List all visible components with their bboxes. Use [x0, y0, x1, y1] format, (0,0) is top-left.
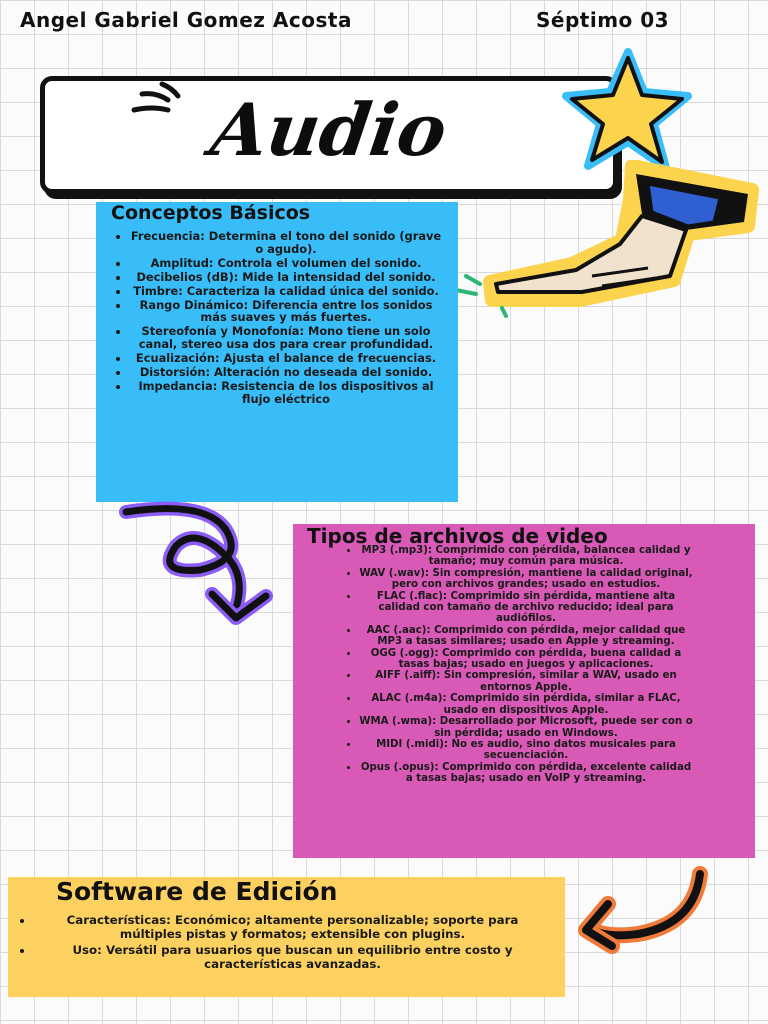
conceptos-list — [96, 230, 458, 407]
grade-label: Séptimo 03 — [536, 8, 670, 32]
list-item: • Rango Dinámico: Diferencia entre los sonidos más suaves y más fuertes. — [130, 299, 442, 325]
tipos-heading: Tipos de archivos de video — [307, 524, 608, 548]
list-item: • Decibelios (dB): Mide la intensidad del sonido. — [130, 271, 442, 284]
list-item: • Amplitud: Controla el volumen del sonido. — [130, 257, 442, 270]
header — [0, 8, 768, 38]
list-item: • Distorsión: Alteración no deseada del sonido. — [130, 366, 442, 379]
conceptos-heading: Conceptos Básicos — [111, 202, 311, 224]
software-heading: Software de Edición — [56, 877, 338, 906]
list-item: • WMA (.wma): Desarrollado por Microsoft, puede ser con o sin pérdida; usado en Windows. — [359, 716, 693, 739]
list-item: • OGG (.ogg): Comprimido con pérdida, buena calidad a tasas bajas; usado en juegos y aplicaciones. — [359, 648, 693, 671]
list-item: • Características: Económico; altamente personalizable; soporte para múltiples pistas y formatos; extensible con plugins. — [34, 913, 551, 941]
sparkle-lines-icon — [116, 80, 196, 126]
list-item: • FLAC (.flac): Comprimido sin pérdida, mantiene alta calidad con tamaño de archivo reducido; ideal para audiófilos. — [359, 591, 693, 625]
curly-arrow-icon — [116, 500, 288, 630]
list-item: • Uso: Versátil para usuarios que buscan un equilibrio entre costo y características avanzadas. — [34, 943, 551, 971]
software-panel — [8, 877, 565, 997]
tipos-panel — [293, 524, 755, 858]
curved-arrow-icon — [568, 864, 718, 954]
list-item: • ALAC (.m4a): Comprimido sin pérdida, similar a FLAC, usado en dispositivos Apple. — [359, 693, 693, 716]
star-icon — [556, 44, 694, 174]
list-item: • Impedancia: Resistencia de los dispositivos al flujo eléctrico — [130, 380, 442, 406]
conceptos-panel — [96, 202, 458, 502]
tipos-list — [341, 545, 693, 785]
list-item: • MIDI (.midi): No es audio, sino datos musicales para secuenciación. — [359, 739, 693, 762]
list-item: • Frecuencia: Determina el tono del sonido (grave o agudo). — [130, 230, 442, 256]
list-item: • Stereofonía y Monofonía: Mono tiene un solo canal, stereo usa dos para crear profundidad. — [130, 325, 442, 351]
list-item: • AAC (.aac): Comprimido con pérdida, mejor calidad que MP3 a tasas similares; usado en Apple y streaming. — [359, 625, 693, 648]
page-title: Audio — [206, 87, 452, 172]
author-name: Angel Gabriel Gomez Acosta — [20, 8, 352, 32]
list-item: • MP3 (.mp3): Comprimido con pérdida, balancea calidad y tamaño; muy común para música. — [359, 545, 693, 568]
pointing-hand-icon — [452, 160, 768, 320]
list-item: • Timbre: Caracteriza la calidad única del sonido. — [130, 285, 442, 298]
software-list — [8, 913, 565, 973]
list-item: • Opus (.opus): Comprimido con pérdida, excelente calidad a tasas bajas; usado en VoIP y streaming. — [359, 762, 693, 785]
list-item: • AIFF (.aiff): Sin compresión, similar a WAV, usado en entornos Apple. — [359, 670, 693, 693]
list-item: • Ecualización: Ajusta el balance de frecuencias. — [130, 352, 442, 365]
list-item: • WAV (.wav): Sin compresión, mantiene la calidad original, pero con archivos grandes; usado en estudios. — [359, 568, 693, 591]
